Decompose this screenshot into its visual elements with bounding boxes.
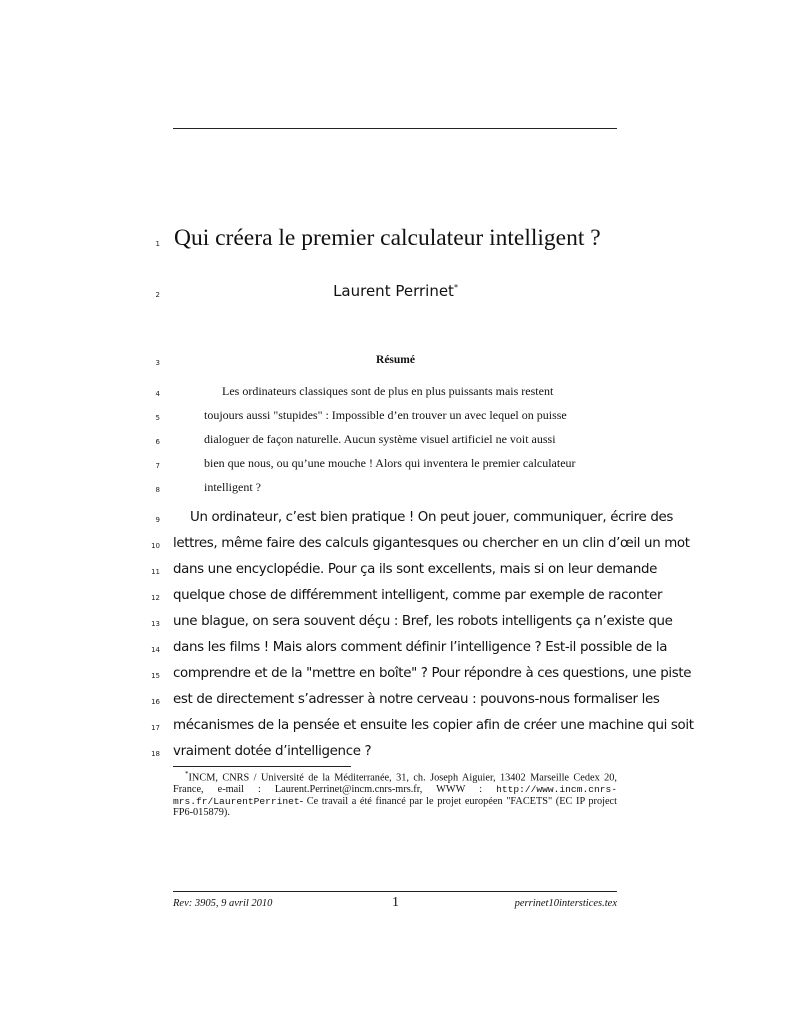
- line-number: 16: [151, 698, 160, 706]
- author-line: [0, 282, 791, 300]
- abstract-line: intelligent ?: [204, 480, 261, 494]
- line-number: 14: [151, 646, 160, 654]
- footer-filename: perrinet10interstices.tex: [514, 898, 617, 909]
- line-number: 4: [155, 390, 160, 398]
- body-line: une blague, on sera souvent déçu : Bref, les robots intelligents ça n’existe que: [173, 614, 673, 629]
- abstract-line: toujours aussi "stupides" : Impossible d’en trouver un avec lequel on puisse: [204, 408, 567, 422]
- line-number: 9: [155, 516, 160, 524]
- footnote-rule: [173, 766, 351, 767]
- header-rule: [173, 128, 617, 129]
- author-footnote-mark: *: [453, 283, 458, 292]
- line-number: 17: [151, 724, 160, 732]
- body-line: dans les films ! Mais alors comment définir l’intelligence ? Est-il possible de la: [173, 640, 668, 655]
- abstract-heading: Résumé: [376, 354, 415, 366]
- line-number: 1: [155, 240, 160, 248]
- body-line: quelque chose de différemment intelligent, comme par exemple de raconter: [173, 588, 663, 603]
- paper-title: Qui créera le premier calculateur intelligent ?: [174, 225, 601, 251]
- footnote-mark: *: [185, 770, 189, 778]
- line-number: 12: [151, 594, 160, 602]
- abstract-line: dialoguer de façon naturelle. Aucun système visuel artificiel ne voit aussi: [204, 432, 556, 446]
- line-number: 7: [155, 462, 160, 470]
- abstract-line: Les ordinateurs classiques sont de plus en plus puissants mais restent: [222, 384, 554, 398]
- line-number: 15: [151, 672, 160, 680]
- body-line: Un ordinateur, c’est bien pratique ! On peut jouer, communiquer, écrire des: [190, 510, 673, 525]
- abstract-line: bien que nous, ou qu’une mouche ! Alors qui inventera le premier calculateur: [204, 456, 576, 470]
- footnote: [173, 769, 617, 819]
- footnote-text: INCM, CNRS / Université de la Méditerranée, 31, ch. Joseph Aiguier, 13402 Marseille Cedex 20, France, e-mail : Laurent.Perrinet@incm.cnrs-mrs.fr, WWW :: [173, 772, 617, 796]
- author-name: Laurent Perrinet: [333, 282, 454, 300]
- body-line: vraiment dotée d’intelligence ?: [173, 744, 372, 759]
- footer-rule: [173, 891, 617, 892]
- footnote-funding: - Ce travail a été financé par le projet européen "FACETS" (EC IP project FP6-015879).: [173, 795, 617, 819]
- line-number: 8: [155, 486, 160, 494]
- line-number: 2: [155, 291, 160, 299]
- body-line: lettres, même faire des calculs gigantesques ou chercher en un clin d’œil un mot: [173, 536, 690, 551]
- body-line: comprendre et de la "mettre en boîte" ? Pour répondre à ces questions, une piste: [173, 666, 692, 681]
- line-number: 13: [151, 620, 160, 628]
- body-line: dans une encyclopédie. Pour ça ils sont excellents, mais si on leur demande: [173, 562, 658, 577]
- line-number: 6: [155, 438, 160, 446]
- line-number: 10: [151, 542, 160, 550]
- body-line: mécanismes de la pensée et ensuite les copier afin de créer une machine qui soit: [173, 718, 694, 733]
- line-number: 3: [155, 359, 160, 367]
- line-number: 11: [151, 568, 160, 576]
- footer-revision: Rev: 3905, 9 avril 2010: [173, 898, 273, 909]
- page-number: 1: [392, 895, 399, 910]
- body-line: est de directement s’adresser à notre cerveau : pouvons-nous formaliser les: [173, 692, 660, 707]
- line-number: 18: [151, 750, 160, 758]
- footnote-url-link[interactable]: http://www.incm.cnrs-mrs.fr/LaurentPerrinet: [173, 784, 617, 807]
- line-number: 5: [155, 414, 160, 422]
